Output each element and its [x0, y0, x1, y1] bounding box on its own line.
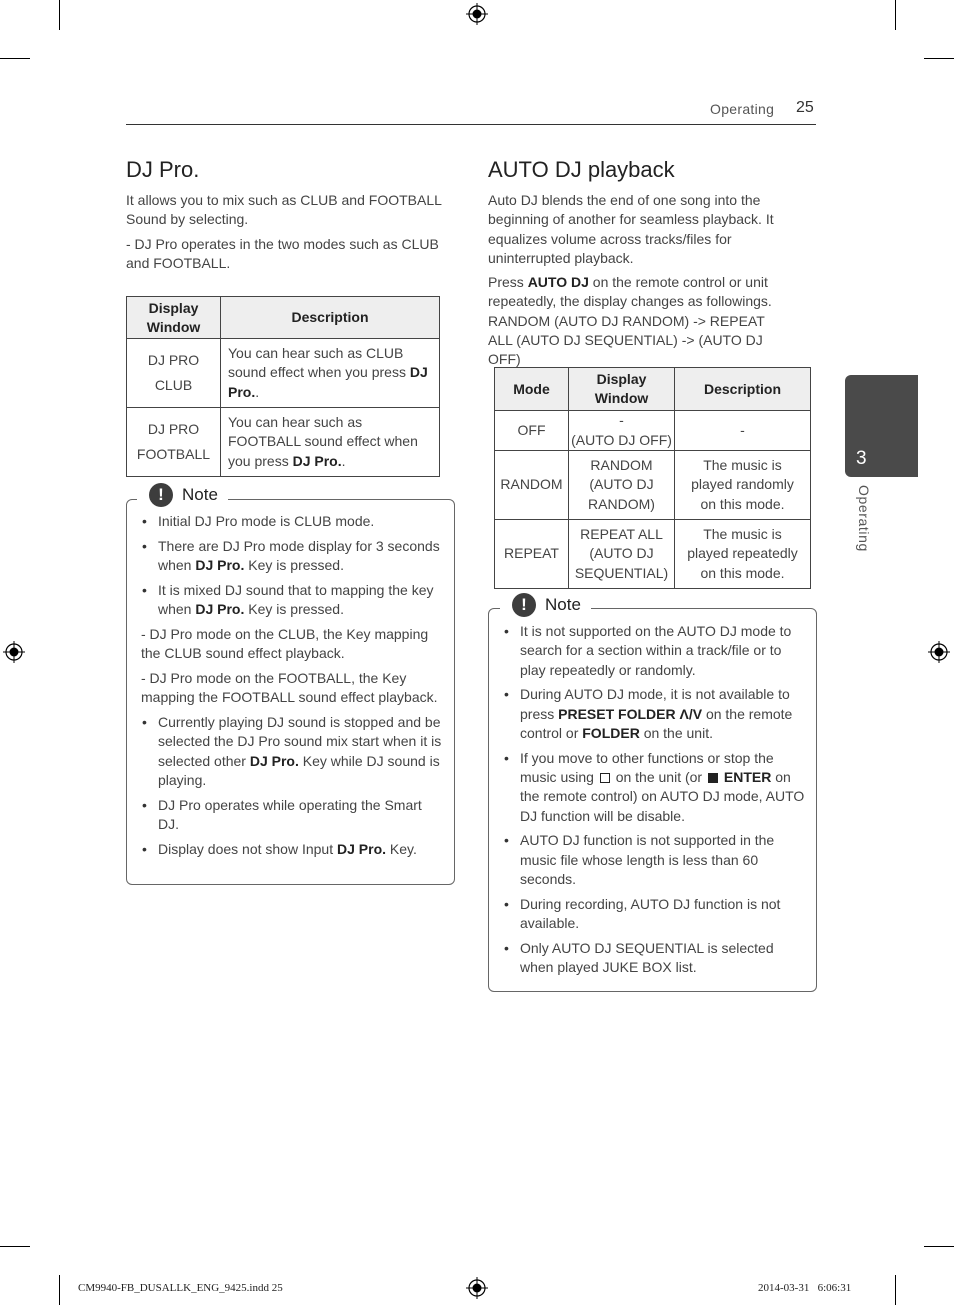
description-text: .	[341, 452, 346, 469]
display-cell	[569, 411, 675, 451]
crop-mark	[0, 1246, 30, 1247]
display-line: FOOTBALL	[136, 446, 211, 462]
note-text: During AUTO DJ mode, it is not available to press	[520, 686, 790, 722]
dj-pro-heading: DJ Pro.	[126, 157, 200, 182]
note-text: During recording, AUTO DJ function is not available.	[520, 895, 781, 932]
key-name: FOLDER	[582, 724, 640, 741]
arrows-symbol: Λ/V	[679, 705, 703, 722]
note-text: If you move to other functions or stop the music using	[520, 749, 774, 786]
registration-mark-icon	[3, 641, 25, 663]
note-header	[137, 481, 228, 509]
crop-mark	[0, 58, 30, 59]
list-item	[141, 512, 443, 531]
table-row	[127, 408, 440, 477]
list-item	[141, 581, 443, 620]
note-text: It is mixed DJ sound that to mapping the key when	[158, 581, 434, 618]
note-text: It is not supported on the AUTO DJ mode to search for a section within a track/file or to play repeatedly or randomly.	[520, 623, 792, 678]
description-text: You can hear such as FOOTBALL sound effect when you press	[228, 413, 418, 469]
note-title: Note	[182, 485, 218, 504]
mode-cell: RANDOM	[495, 451, 569, 520]
description-line: played repeatedly	[687, 545, 798, 562]
registration-mark-icon	[466, 3, 488, 25]
note-text: Currently playing DJ sound is stopped and be selected the DJ Pro sound mix start when it is selected other	[158, 714, 442, 769]
table-header-row	[127, 297, 440, 339]
note-paragraph: - DJ Pro mode on the FOOTBALL, the Key mapping the FOOTBALL sound effect playback.	[141, 670, 438, 706]
display-line: REPEAT ALL	[580, 525, 663, 542]
column-header: Description	[675, 368, 811, 411]
registration-mark-icon	[466, 1277, 488, 1299]
instruction-text: on the remote control or unit repeatedly, the display changes as followings. RANDOM (AUTO DJ RANDOM) -> REPEAT ALL (AUTO DJ SEQUENTIAL) -> (AUTO DJ OFF)	[488, 274, 772, 368]
section-header: Operating	[710, 101, 775, 117]
note-text: Key while DJ sound is playing.	[158, 752, 440, 789]
display-cell	[569, 451, 675, 520]
column-header: Mode	[495, 368, 569, 411]
list-item	[141, 537, 443, 576]
note-text: DJ Pro operates while operating the Smart DJ.	[158, 796, 422, 833]
auto-dj-instructions	[488, 273, 788, 369]
key-name: DJ Pro.	[228, 364, 428, 400]
display-cell	[569, 520, 675, 589]
table-header-row	[495, 368, 811, 411]
table-row	[495, 520, 811, 589]
table-row	[127, 339, 440, 408]
auto-dj-note-body	[503, 622, 805, 983]
table-row	[495, 451, 811, 520]
key-name: DJ Pro.	[249, 752, 299, 769]
key-name: ENTER	[723, 769, 772, 786]
display-cell	[127, 339, 221, 408]
description-line: on this mode.	[700, 564, 785, 581]
chapter-label: Operating	[856, 485, 872, 552]
note-text: Key is pressed.	[244, 601, 344, 618]
list-item	[503, 895, 805, 934]
auto-dj-heading: AUTO DJ playback	[488, 157, 675, 182]
mode-cell: REPEAT	[495, 520, 569, 589]
note-text: Initial DJ Pro mode is CLUB mode.	[158, 513, 375, 529]
description-cell: -	[675, 411, 811, 451]
list-item	[141, 796, 443, 835]
exclamation-icon: !	[149, 483, 173, 507]
note-text: on the remote control or	[520, 705, 793, 741]
key-name: DJ Pro.	[195, 601, 245, 618]
crop-mark	[895, 1275, 896, 1305]
instruction-text: Press	[488, 274, 528, 290]
note-text: Key.	[386, 840, 417, 857]
key-name: DJ Pro.	[195, 557, 245, 574]
page-number: 25	[796, 99, 814, 116]
display-line: (AUTO DJ OFF)	[571, 431, 672, 448]
table-row	[495, 411, 811, 451]
stop-square-icon	[600, 773, 610, 783]
crop-mark	[59, 0, 60, 30]
display-line: RANDOM)	[588, 495, 655, 512]
dj-pro-table	[126, 296, 440, 477]
description-cell	[221, 339, 440, 408]
display-line: CLUB	[154, 377, 193, 393]
dj-pro-note-body	[141, 512, 443, 865]
note-text: Only AUTO DJ SEQUENTIAL is selected when played JUKE BOX list.	[520, 939, 774, 976]
note-text: There are DJ Pro mode display for 3 seconds when	[158, 537, 440, 574]
display-cell	[127, 408, 221, 477]
crop-mark	[59, 1275, 60, 1305]
note-text: Key is pressed.	[244, 557, 344, 574]
chapter-number: 3	[856, 448, 867, 469]
stop-filled-icon	[708, 773, 718, 783]
key-name: DJ Pro.	[337, 840, 387, 857]
description-line: The music is	[703, 525, 782, 542]
note-text: on the unit.	[639, 724, 713, 741]
exclamation-icon: !	[512, 593, 536, 617]
list-item	[141, 713, 443, 790]
display-line: DJ PRO	[147, 421, 200, 437]
auto-dj-intro: Auto DJ blends the end of one song into the beginning of another for seamless playback. It equalizes volume across tracks/files for uninterrupted playback.	[488, 192, 774, 266]
display-line: RANDOM	[590, 456, 653, 473]
description-cell	[675, 520, 811, 589]
crop-mark	[924, 1246, 954, 1247]
description-line: played randomly	[691, 476, 794, 493]
note-text: on the remote control) on AUTO DJ mode, AUTO DJ function will be disable.	[520, 769, 805, 824]
dj-pro-intro: It allows you to mix such as CLUB and FOOTBALL Sound by selecting.	[126, 192, 442, 228]
description-text: .	[255, 383, 260, 400]
description-cell	[675, 451, 811, 520]
list-item	[503, 685, 805, 743]
display-line: (AUTO DJ	[589, 476, 654, 493]
mode-cell: OFF	[495, 411, 569, 451]
list-item	[503, 749, 805, 826]
key-name: DJ Pro.	[292, 452, 342, 469]
display-line: (AUTO DJ	[589, 545, 654, 562]
display-line: -	[619, 412, 624, 428]
registration-mark-icon	[928, 641, 950, 663]
list-item	[141, 840, 443, 859]
note-title: Note	[545, 595, 581, 614]
description-text: You can hear such as CLUB sound effect when you press	[228, 344, 410, 381]
display-line: DJ PRO	[147, 352, 200, 368]
list-item	[503, 622, 805, 680]
key-name: AUTO DJ	[527, 274, 589, 290]
crop-mark	[895, 0, 896, 30]
header-divider	[126, 124, 816, 125]
column-header: Display Window	[569, 368, 675, 411]
crop-mark	[924, 58, 954, 59]
note-header	[500, 591, 591, 619]
list-item	[503, 831, 805, 889]
display-line: SEQUENTIAL)	[574, 564, 669, 581]
dj-pro-modes-text: - DJ Pro operates in the two modes such as CLUB and FOOTBALL.	[126, 236, 439, 272]
note-text: on the unit (or	[611, 769, 706, 786]
description-cell	[221, 408, 440, 477]
footer-filename: CM9940-FB_DUSALLK_ENG_9425.indd 25	[78, 1282, 283, 1294]
description-line: The music is	[703, 456, 782, 473]
note-paragraph: - DJ Pro mode on the CLUB, the Key mapping the CLUB sound effect playback.	[141, 625, 429, 662]
list-item	[503, 939, 805, 978]
key-name: PRESET FOLDER	[558, 705, 676, 722]
column-header: Display Window	[127, 297, 221, 339]
note-text: Display does not show Input	[158, 840, 337, 857]
description-line: on this mode.	[700, 495, 785, 512]
column-header: Description	[221, 297, 440, 339]
footer-datetime: 2014-03-31 6:06:31	[758, 1282, 852, 1294]
note-text: AUTO DJ function is not supported in the music file whose length is less than 60 seconds.	[520, 832, 775, 888]
auto-dj-table	[494, 367, 811, 589]
